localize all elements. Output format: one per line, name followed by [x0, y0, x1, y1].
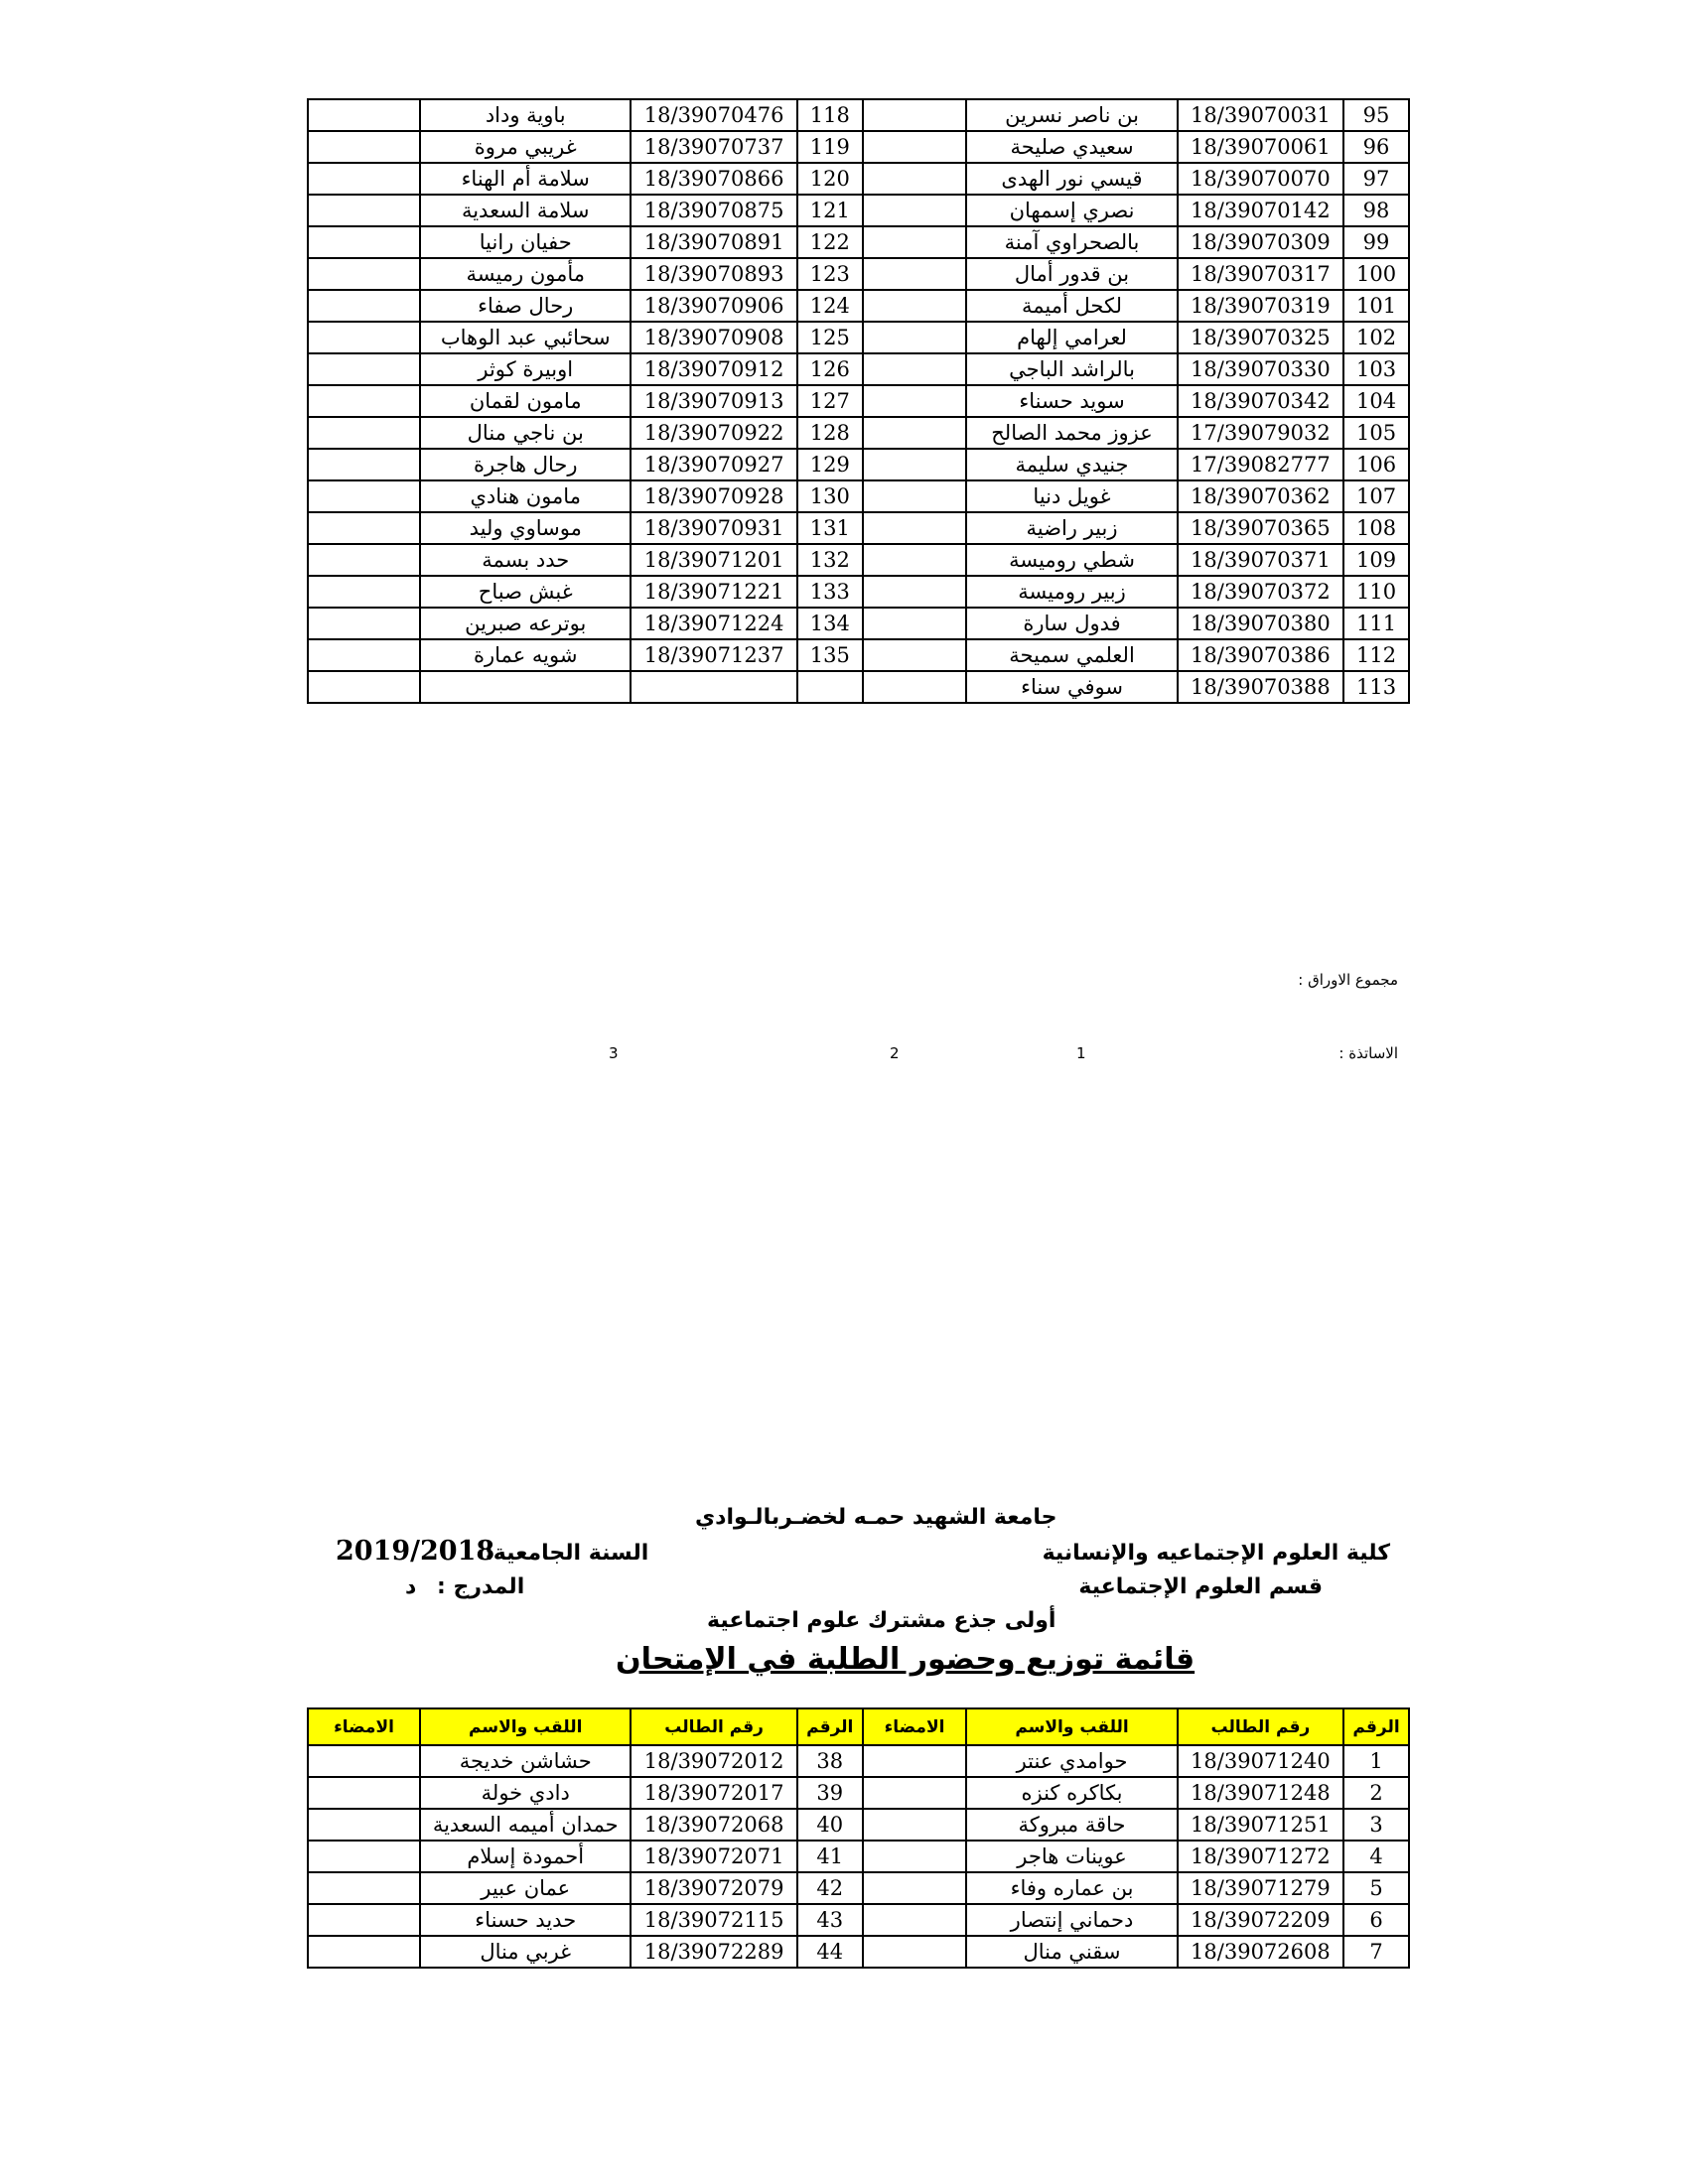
cell-sig-right[interactable] — [863, 353, 967, 385]
cell-no-right: 6 — [1343, 1904, 1409, 1936]
cell-name-left: شويه عمارة — [420, 639, 631, 671]
cell-id-left: 18/39070927 — [631, 449, 796, 480]
cell-id-right: 18/39071251 — [1178, 1809, 1343, 1841]
cell-sig-right[interactable] — [863, 480, 967, 512]
cell-no-left: 118 — [797, 99, 863, 131]
cell-sig-left[interactable] — [308, 671, 420, 703]
table-row — [308, 353, 1409, 385]
cell-sig-right[interactable] — [863, 322, 967, 353]
table-row — [308, 480, 1409, 512]
cell-sig-left[interactable] — [308, 576, 420, 608]
cell-no-right: 7 — [1343, 1936, 1409, 1968]
table-header-row — [308, 1708, 1409, 1745]
header-name-left: اللقب والاسم — [420, 1708, 631, 1745]
cell-name-right: بن ناصر نسرين — [966, 99, 1177, 131]
cell-no-left: 122 — [797, 226, 863, 258]
table-row — [308, 512, 1409, 544]
cell-id-right: 18/39071279 — [1178, 1872, 1343, 1904]
table-row — [308, 576, 1409, 608]
cell-sig-left[interactable] — [308, 1936, 420, 1968]
cell-sig-right[interactable] — [863, 1936, 967, 1968]
cell-id-left: 18/39070908 — [631, 322, 796, 353]
table-row — [308, 1936, 1409, 1968]
table-row — [308, 417, 1409, 449]
cell-name-right: العلمي سميحة — [966, 639, 1177, 671]
cell-sig-left[interactable] — [308, 1904, 420, 1936]
cell-name-left: رحال هاجرة — [420, 449, 631, 480]
cell-id-right: 18/39070330 — [1178, 353, 1343, 385]
cell-name-right: بالصحراوي آمنة — [966, 226, 1177, 258]
cell-id-right: 18/39070070 — [1178, 163, 1343, 195]
document-title: قائمة توزيع وحضور الطلبة في الإمتحان — [616, 1642, 1196, 1677]
cell-name-right: عزوز محمد الصالح — [966, 417, 1177, 449]
cell-id-right: 17/39079032 — [1178, 417, 1343, 449]
cell-id-left: 18/39072079 — [631, 1872, 796, 1904]
header-no-left: الرقم — [797, 1708, 863, 1745]
cell-no-right: 98 — [1343, 195, 1409, 226]
cell-id-right: 18/39072608 — [1178, 1936, 1343, 1968]
study-level: أولى جذع مشترك علوم اجتماعية — [707, 1608, 1056, 1633]
cell-no-left: 43 — [797, 1904, 863, 1936]
cell-id-left: 18/39070906 — [631, 290, 796, 322]
cell-sig-left[interactable] — [308, 1841, 420, 1872]
teacher-number-2: 2 — [890, 1044, 900, 1062]
cell-name-left: موساوي وليد — [420, 512, 631, 544]
department-name: قسم العلوم الإجتماعية — [1078, 1574, 1323, 1599]
cell-name-right: نصري إسمهان — [966, 195, 1177, 226]
cell-sig-right[interactable] — [863, 1777, 967, 1809]
table-row — [308, 1841, 1409, 1872]
cell-name-right: قيسي نور الهدى — [966, 163, 1177, 195]
teachers-label: الاساتذة : — [1338, 1044, 1398, 1062]
table-row — [308, 226, 1409, 258]
cell-sig-right[interactable] — [863, 449, 967, 480]
cell-sig-right[interactable] — [863, 385, 967, 417]
cell-sig-right[interactable] — [863, 639, 967, 671]
cell-name-left: سلامة السعدية — [420, 195, 631, 226]
cell-name-left: عمان عبير — [420, 1872, 631, 1904]
cell-sig-left[interactable] — [308, 385, 420, 417]
cell-name-left: بن ناجي منال — [420, 417, 631, 449]
cell-sig-left[interactable] — [308, 449, 420, 480]
cell-id-right: 18/39070342 — [1178, 385, 1343, 417]
cell-name-left: حدد بسمة — [420, 544, 631, 576]
cell-name-left: دادي خولة — [420, 1777, 631, 1809]
table-row — [308, 639, 1409, 671]
cell-sig-left[interactable] — [308, 290, 420, 322]
hall-value: د — [405, 1574, 417, 1599]
cell-id-left: 18/39072012 — [631, 1745, 796, 1777]
cell-no-right: 4 — [1343, 1841, 1409, 1872]
attendance-table-continued — [307, 98, 1410, 704]
cell-id-left: 18/39071201 — [631, 544, 796, 576]
teacher-number-3: 3 — [609, 1044, 619, 1062]
table-row — [308, 195, 1409, 226]
cell-no-left: 40 — [797, 1809, 863, 1841]
cell-id-right: 18/39070309 — [1178, 226, 1343, 258]
table-row — [308, 608, 1409, 639]
cell-sig-right[interactable] — [863, 226, 967, 258]
cell-id-right: 18/39070317 — [1178, 258, 1343, 290]
cell-name-right: حوامدي عنتر — [966, 1745, 1177, 1777]
table-row — [308, 99, 1409, 131]
cell-id-left: 18/39070931 — [631, 512, 796, 544]
cell-id-left: 18/39072017 — [631, 1777, 796, 1809]
header-id-right: رقم الطالب — [1178, 1708, 1343, 1745]
cell-name-right: دحماني إنتصار — [966, 1904, 1177, 1936]
cell-sig-right[interactable] — [863, 1872, 967, 1904]
cell-no-left: 119 — [797, 131, 863, 163]
hall-label: المدرج : — [437, 1574, 525, 1599]
cell-sig-left[interactable] — [308, 417, 420, 449]
cell-no-left: 127 — [797, 385, 863, 417]
cell-sig-left[interactable] — [308, 99, 420, 131]
table-row — [308, 322, 1409, 353]
cell-name-left: مامون هنادي — [420, 480, 631, 512]
cell-no-right: 108 — [1343, 512, 1409, 544]
cell-name-left: سلامة أم الهناء — [420, 163, 631, 195]
cell-sig-left[interactable] — [308, 1777, 420, 1809]
cell-sig-right[interactable] — [863, 195, 967, 226]
cell-name-left: حفيان رانيا — [420, 226, 631, 258]
cell-sig-right[interactable] — [863, 131, 967, 163]
cell-name-right: بن عماره وفاء — [966, 1872, 1177, 1904]
cell-no-right: 109 — [1343, 544, 1409, 576]
cell-id-right: 18/39070372 — [1178, 576, 1343, 608]
cell-id-right: 18/39070362 — [1178, 480, 1343, 512]
cell-name-left: بوترعه صبرين — [420, 608, 631, 639]
cell-name-right: غويل دنيا — [966, 480, 1177, 512]
cell-no-left: 132 — [797, 544, 863, 576]
cell-no-right: 102 — [1343, 322, 1409, 353]
cell-no-right: 100 — [1343, 258, 1409, 290]
table-row — [308, 1745, 1409, 1777]
cell-id-left: 18/39072068 — [631, 1809, 796, 1841]
cell-sig-right[interactable] — [863, 608, 967, 639]
cell-no-right: 105 — [1343, 417, 1409, 449]
cell-id-right: 18/39070325 — [1178, 322, 1343, 353]
cell-no-right: 99 — [1343, 226, 1409, 258]
cell-name-right: زبير روميسة — [966, 576, 1177, 608]
cell-sig-right[interactable] — [863, 1904, 967, 1936]
cell-id-right: 18/39070380 — [1178, 608, 1343, 639]
table-row — [308, 163, 1409, 195]
cell-no-right: 3 — [1343, 1809, 1409, 1841]
cell-id-left: 18/39070737 — [631, 131, 796, 163]
cell-id-right: 18/39070142 — [1178, 195, 1343, 226]
cell-name-left: حمدان أميمه السعدية — [420, 1809, 631, 1841]
cell-name-right: شطي روميسة — [966, 544, 1177, 576]
cell-id-left: 18/39070922 — [631, 417, 796, 449]
cell-no-left: 44 — [797, 1936, 863, 1968]
table-row — [308, 1872, 1409, 1904]
cell-no-left: 38 — [797, 1745, 863, 1777]
cell-id-left: 18/39070875 — [631, 195, 796, 226]
cell-id-right: 17/39082777 — [1178, 449, 1343, 480]
total-sheets-label: مجموع الاوراق : — [1298, 971, 1398, 989]
cell-no-left: 135 — [797, 639, 863, 671]
cell-id-left: 18/39070893 — [631, 258, 796, 290]
cell-name-right: سعيدي صليحة — [966, 131, 1177, 163]
cell-id-left: 18/39070928 — [631, 480, 796, 512]
cell-no-left: 131 — [797, 512, 863, 544]
cell-no-right: 104 — [1343, 385, 1409, 417]
header-no-right: الرقم — [1343, 1708, 1409, 1745]
cell-no-right: 95 — [1343, 99, 1409, 131]
cell-no-right: 5 — [1343, 1872, 1409, 1904]
academic-year-value: 2019/2018 — [336, 1536, 495, 1567]
cell-sig-left[interactable] — [308, 195, 420, 226]
cell-sig-left[interactable] — [308, 322, 420, 353]
cell-sig-left[interactable] — [308, 226, 420, 258]
cell-name-right: حاقة مبروكة — [966, 1809, 1177, 1841]
cell-no-left: 124 — [797, 290, 863, 322]
cell-no-right: 112 — [1343, 639, 1409, 671]
cell-sig-left[interactable] — [308, 163, 420, 195]
header-signature-right: الامضاء — [863, 1708, 967, 1745]
faculty-name: كلية العلوم الإجتماعيه والإنسانية — [1042, 1541, 1390, 1566]
header-name-right: اللقب والاسم — [966, 1708, 1177, 1745]
header-signature-left: الامضاء — [308, 1708, 420, 1745]
cell-no-left: 120 — [797, 163, 863, 195]
cell-no-right: 2 — [1343, 1777, 1409, 1809]
table-row — [308, 449, 1409, 480]
cell-name-right: لعرامي إلهام — [966, 322, 1177, 353]
cell-no-left: 129 — [797, 449, 863, 480]
cell-id-left: 18/39070476 — [631, 99, 796, 131]
cell-name-left — [420, 671, 631, 703]
cell-name-right: بن قدور أمال — [966, 258, 1177, 290]
cell-no-left: 130 — [797, 480, 863, 512]
cell-no-left: 134 — [797, 608, 863, 639]
cell-sig-right[interactable] — [863, 163, 967, 195]
cell-sig-right[interactable] — [863, 1841, 967, 1872]
cell-name-right: عوينات هاجر — [966, 1841, 1177, 1872]
cell-name-right: زبير راضية — [966, 512, 1177, 544]
cell-no-left: 123 — [797, 258, 863, 290]
cell-no-left: 125 — [797, 322, 863, 353]
table-row — [308, 385, 1409, 417]
cell-sig-right[interactable] — [863, 512, 967, 544]
cell-no-right: 97 — [1343, 163, 1409, 195]
cell-id-right: 18/39071272 — [1178, 1841, 1343, 1872]
cell-id-right: 18/39071240 — [1178, 1745, 1343, 1777]
cell-id-left: 18/39072071 — [631, 1841, 796, 1872]
cell-no-right: 101 — [1343, 290, 1409, 322]
table-row — [308, 1904, 1409, 1936]
cell-name-left: حديد حسناء — [420, 1904, 631, 1936]
cell-no-right: 106 — [1343, 449, 1409, 480]
cell-name-right: بكاكره كنزه — [966, 1777, 1177, 1809]
cell-sig-left[interactable] — [308, 608, 420, 639]
cell-id-right: 18/39070319 — [1178, 290, 1343, 322]
cell-no-left: 42 — [797, 1872, 863, 1904]
cell-sig-right[interactable] — [863, 258, 967, 290]
cell-name-right: سوفي سناء — [966, 671, 1177, 703]
cell-name-right: جنيدي سليمة — [966, 449, 1177, 480]
cell-sig-left[interactable] — [308, 512, 420, 544]
header-id-left: رقم الطالب — [631, 1708, 796, 1745]
cell-name-right: بالراشد الباجي — [966, 353, 1177, 385]
university-name: جامعة الشهيد حمـه لخضـربالـوادي — [695, 1505, 1057, 1530]
cell-id-right: 18/39072209 — [1178, 1904, 1343, 1936]
cell-no-right: 107 — [1343, 480, 1409, 512]
cell-id-right: 18/39070371 — [1178, 544, 1343, 576]
cell-id-left: 18/39071224 — [631, 608, 796, 639]
cell-no-right: 96 — [1343, 131, 1409, 163]
cell-name-left: رحال صفاء — [420, 290, 631, 322]
cell-no-left — [797, 671, 863, 703]
cell-sig-right[interactable] — [863, 99, 967, 131]
attendance-table — [307, 1707, 1410, 1969]
cell-name-left: سحائبي عبد الوهاب — [420, 322, 631, 353]
cell-no-left: 39 — [797, 1777, 863, 1809]
academic-year-label: السنة الجامعية: — [485, 1541, 649, 1566]
cell-no-left: 128 — [797, 417, 863, 449]
table-row — [308, 131, 1409, 163]
cell-id-left: 18/39070891 — [631, 226, 796, 258]
cell-id-right: 18/39070365 — [1178, 512, 1343, 544]
cell-name-left: باوية وداد — [420, 99, 631, 131]
cell-id-right: 18/39070061 — [1178, 131, 1343, 163]
cell-sig-right[interactable] — [863, 290, 967, 322]
cell-id-right: 18/39070031 — [1178, 99, 1343, 131]
cell-no-left: 126 — [797, 353, 863, 385]
cell-id-left: 18/39070866 — [631, 163, 796, 195]
cell-name-left: غربي منال — [420, 1936, 631, 1968]
table-row — [308, 290, 1409, 322]
cell-sig-right[interactable] — [863, 1745, 967, 1777]
cell-sig-left[interactable] — [308, 1745, 420, 1777]
cell-no-left: 41 — [797, 1841, 863, 1872]
cell-id-left: 18/39071221 — [631, 576, 796, 608]
cell-sig-right[interactable] — [863, 576, 967, 608]
cell-sig-right[interactable] — [863, 544, 967, 576]
cell-name-left: غبش صباح — [420, 576, 631, 608]
cell-sig-right[interactable] — [863, 417, 967, 449]
cell-sig-left[interactable] — [308, 544, 420, 576]
cell-sig-right[interactable] — [863, 1809, 967, 1841]
cell-name-left: مامون لقمان — [420, 385, 631, 417]
cell-name-right: سويد حسناء — [966, 385, 1177, 417]
cell-name-right: فدول سارة — [966, 608, 1177, 639]
cell-no-right: 111 — [1343, 608, 1409, 639]
cell-sig-left[interactable] — [308, 639, 420, 671]
cell-name-right: لكحل أميمة — [966, 290, 1177, 322]
cell-id-left: 18/39070912 — [631, 353, 796, 385]
cell-id-left: 18/39072289 — [631, 1936, 796, 1968]
cell-id-left: 18/39070913 — [631, 385, 796, 417]
teacher-number-1: 1 — [1076, 1044, 1086, 1062]
cell-id-right: 18/39071248 — [1178, 1777, 1343, 1809]
cell-name-left: أحمودة إسلام — [420, 1841, 631, 1872]
cell-name-right: سقني منال — [966, 1936, 1177, 1968]
cell-sig-left[interactable] — [308, 1809, 420, 1841]
cell-sig-left[interactable] — [308, 353, 420, 385]
cell-id-left: 18/39072115 — [631, 1904, 796, 1936]
table-row — [308, 258, 1409, 290]
cell-name-left: غريبي مروة — [420, 131, 631, 163]
cell-name-left: اوبيرة كوثر — [420, 353, 631, 385]
cell-sig-right[interactable] — [863, 671, 967, 703]
cell-sig-left[interactable] — [308, 1872, 420, 1904]
table-row — [308, 544, 1409, 576]
cell-no-left: 121 — [797, 195, 863, 226]
cell-name-left: حشاشن خديجة — [420, 1745, 631, 1777]
cell-id-left — [631, 671, 796, 703]
table-row — [308, 1809, 1409, 1841]
cell-sig-left[interactable] — [308, 131, 420, 163]
cell-no-right: 110 — [1343, 576, 1409, 608]
cell-sig-left[interactable] — [308, 480, 420, 512]
cell-id-right: 18/39070386 — [1178, 639, 1343, 671]
cell-no-right: 1 — [1343, 1745, 1409, 1777]
cell-no-left: 133 — [797, 576, 863, 608]
cell-no-right: 113 — [1343, 671, 1409, 703]
cell-no-right: 103 — [1343, 353, 1409, 385]
cell-name-left: مأمون رميسة — [420, 258, 631, 290]
cell-id-right: 18/39070388 — [1178, 671, 1343, 703]
cell-sig-left[interactable] — [308, 258, 420, 290]
table-row — [308, 1777, 1409, 1809]
table-row — [308, 671, 1409, 703]
cell-id-left: 18/39071237 — [631, 639, 796, 671]
